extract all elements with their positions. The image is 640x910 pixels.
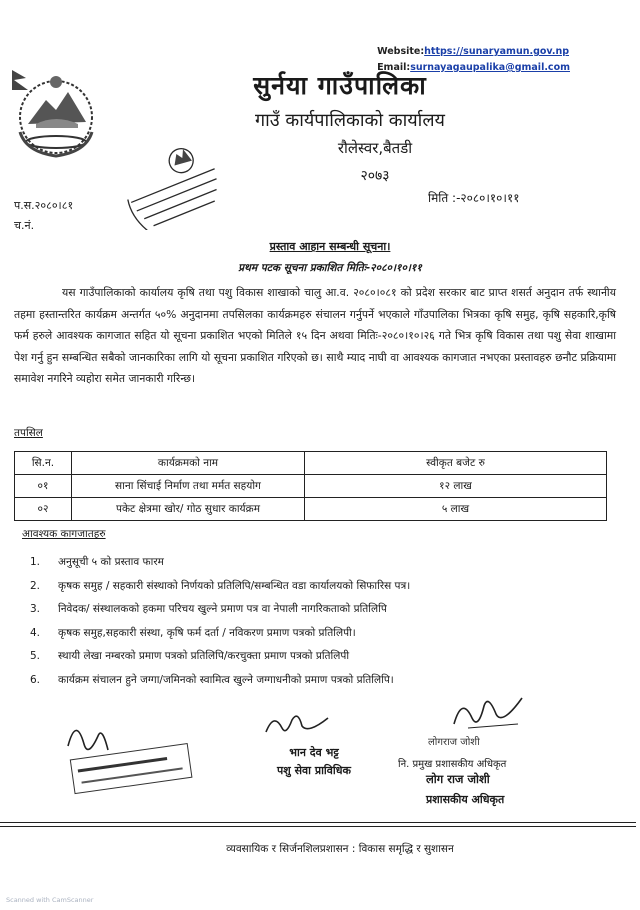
office-address: रौलेस्वर,बैतडी	[337, 139, 413, 157]
cell-program: पकेट क्षेत्रमा खोर/ गोठ सुधार कार्यक्रम	[72, 498, 305, 521]
list-item: 6. कार्यक्रम संचालन हुने जग्गा/जमिनको स्वामित्व खुल्ने जग्गाधनीको प्रमाण पत्रको प्रतिलिपि।	[30, 673, 394, 686]
signatory-right-name: लोग राज जोशी	[426, 772, 490, 786]
documents-heading: आवश्यक कागजातहरु	[22, 528, 106, 540]
footer-slogan: व्यवसायिक र सिर्जनशिलप्रशासन : विकास समृद्धि र सुशासन	[226, 843, 454, 855]
notice-body: यस गाउँपालिकाको कार्यालय कृषि तथा पशु विकास शाखाको चालु आ.व. २०८०।०८१ को प्रदेश सरकार बाट प्राप्त शसर्त अनुदान तर्फ स्थानीय तहमा हस्तान्तरित कार्यक्रम अन्तर्गत ५०% अनुदानमा तपसिलका कार्यक्रमहरु संचालन गर्नुपर्ने भएकाले गाँउपालिका भित्रका कृषि समुह, कृषि सहकारि,कृषि फर्म हरुले आवश्यक कागजात सहित यो सूचना प्रकाशित भएको मितिले १५ दिन अथवा मितिः-२०८०।१०।२६ गते भित्र कृषि विकास तथा पशु सेवा शाखामा पेश गर्नु हुन सम्बन्धित सबैको जानकारिका लागि यो सूचना प्रकाशित गरिएको छ। साथै म्याद नाघी वा आवश्यक कागजात नभएका प्रस्तावहरु छनौट प्रक्रियामा समावेश नगरिने व्यहोरा समेत जानकारी गरिन्छ।	[14, 286, 616, 386]
table-row	[15, 475, 607, 498]
cell-serial: ०१	[15, 475, 72, 498]
office-name: गाउँ कार्यपालिकाको कार्यालय	[255, 110, 445, 131]
publication-date: प्रथम पटक सूचना प्रकाशित मितिः-२०८०।१०।११	[238, 262, 422, 274]
reference-number: प.स.२०८०।८१	[14, 199, 74, 212]
table-header-row	[15, 452, 607, 475]
office-stamp-icon	[118, 140, 236, 230]
documents-list	[30, 555, 410, 696]
list-item: 4. कृषक समुह,सहकारी संस्था, कृषि फर्म दर्ता / नविकरण प्रमाण पत्रको प्रतिलिपी।	[30, 626, 356, 639]
cell-serial: ०२	[15, 498, 72, 521]
list-item: 3. निवेदक/ संस्थालकको हकमा परिचय खुल्ने प्रमाण पत्र वा नेपाली नागरिकताको प्रतिलिपि	[30, 603, 387, 615]
middle-signature-icon	[262, 706, 332, 742]
list-item: 5. स्थायी लेखा नम्बरको प्रमाण पत्रको प्रतिलिपि/करचुक्ता प्रमाण पत्रको प्रतिलिपी	[30, 650, 350, 662]
cell-budget: ५ लाख	[305, 498, 607, 521]
website-label: Website:	[377, 46, 425, 57]
signatory-right-handwritten-name: लोगराज जोशी	[428, 737, 480, 748]
footer-divider	[0, 822, 636, 823]
website-link[interactable]: https://sunaryamun.gov.np	[424, 46, 570, 57]
website-line	[377, 44, 570, 60]
column-header-serial: सि.न.	[15, 452, 72, 475]
dispatch-number: च.नं.	[14, 219, 35, 232]
email-label: Email:	[377, 62, 411, 73]
left-signature-stamp-icon	[58, 706, 198, 796]
signatory-middle-title: पशु सेवा प्राविधिक	[277, 764, 351, 777]
organization-name: सुर्नया गाउँपालिका	[253, 71, 427, 100]
scanner-watermark: Scanned with CamScanner	[6, 896, 94, 904]
signatory-middle-name: भान देव भट्ट	[289, 746, 339, 759]
email-link[interactable]: surnayagaupalika@gmail.com	[410, 62, 570, 73]
signatory-right-title: प्रशासकीय अधिकृत	[426, 793, 505, 806]
cell-program: साना सिंचाई निर्माण तथा मर्मत सहयोग	[72, 475, 305, 498]
column-header-program: कार्यक्रमको नाम	[72, 452, 305, 475]
signatory-right-officer-line: नि. प्रमुख प्रशासकीय अधिकृत	[398, 759, 507, 770]
list-item: 2. कृषक समुह / सहकारी संस्थाको निर्णयको प्रतिलिपि/सम्बन्धित वडा कार्यालयको सिफारिस पत्र।	[30, 579, 411, 592]
column-header-budget: स्वीकृत बजेट रु	[305, 452, 607, 475]
letter-date: मिति :-२०८०।१०।११	[428, 191, 520, 205]
established-year: २०७३	[360, 168, 390, 184]
right-signature-icon	[448, 688, 528, 734]
list-item: 1. अनुसूची ५ को प्रस्ताव फारम	[30, 556, 164, 568]
footer-divider	[0, 826, 636, 827]
details-label: तपसिल	[14, 427, 43, 439]
program-table	[14, 451, 607, 521]
notice-subject: प्रस्ताव आहान सम्बन्धी सूचना।	[269, 240, 391, 253]
cell-budget: १२ लाख	[305, 475, 607, 498]
reference-block	[14, 196, 73, 236]
table-row	[15, 498, 607, 521]
